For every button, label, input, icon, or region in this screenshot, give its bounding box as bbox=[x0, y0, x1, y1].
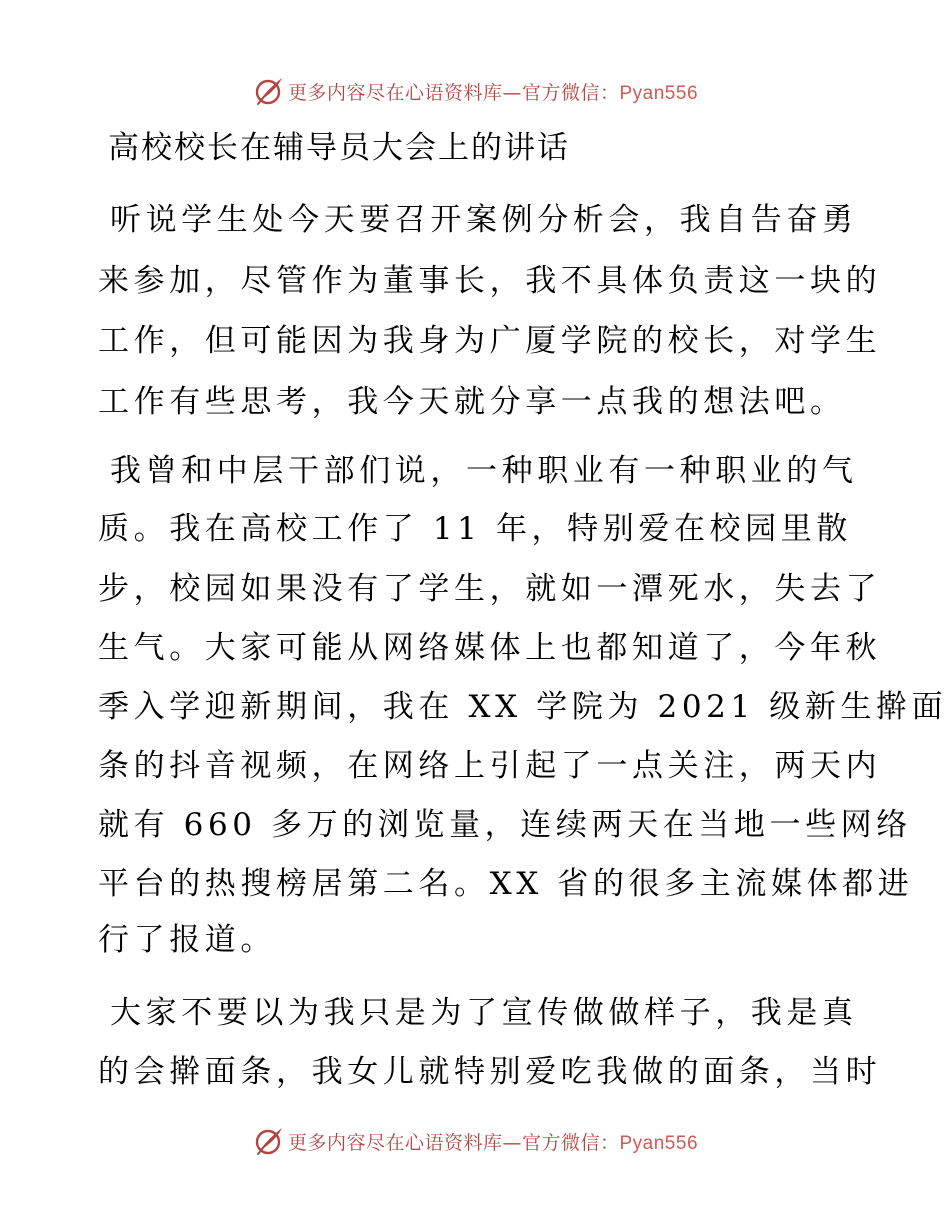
header-banner-text bbox=[288, 78, 698, 105]
paragraph-line: 的会擀面条，我女儿就特别爱吃我做的面条，当时 bbox=[98, 1054, 882, 1090]
footer-banner bbox=[0, 1121, 950, 1161]
paragraph-line: 质。我在高校工作了 11 年，特别爱在校园里散 bbox=[98, 511, 852, 547]
paragraph-line: 就有 660 多万的浏览量，连续两天在当地一些网络 bbox=[98, 807, 912, 843]
paragraph-line: 工作，但可能因为我身为广厦学院的校长，对学生 bbox=[98, 323, 882, 359]
footer-banner-label: 更多内容尽在心语资料库—官方微信： bbox=[287, 1131, 620, 1154]
paragraph-line: 大家不要以为我只是为了宣传做做样子，我是真 bbox=[110, 995, 858, 1031]
paragraph-line: 行了报道。 bbox=[98, 922, 276, 958]
paragraph-line: 生气。大家可能从网络媒体上也都知道了，今年秋 bbox=[98, 630, 882, 666]
paragraph-line: 条的抖音视频，在网络上引起了一点关注，两天内 bbox=[98, 748, 882, 784]
footer-banner-text bbox=[288, 1128, 698, 1155]
quill-logo-icon bbox=[252, 74, 286, 108]
document-title: 高校校长在辅导员大会上的讲话 bbox=[108, 130, 570, 166]
header-banner-handle: Pyan556 bbox=[619, 82, 699, 104]
header-banner-label: 更多内容尽在心语资料库—官方微信： bbox=[287, 81, 620, 104]
quill-logo-icon bbox=[252, 1124, 286, 1158]
paragraph-line: 步，校园如果没有了学生，就如一潭死水，失去了 bbox=[98, 571, 882, 607]
header-banner bbox=[0, 71, 950, 111]
paragraph-line: 季入学迎新期间，我在 XX 学院为 2021 级新生擀面 bbox=[98, 689, 948, 725]
paragraph-line: 平台的热搜榜居第二名。XX 省的很多主流媒体都进 bbox=[98, 866, 914, 902]
paragraph-line: 听说学生处今天要召开案例分析会，我自告奋勇 bbox=[110, 202, 858, 238]
footer-banner-handle: Pyan556 bbox=[619, 1132, 699, 1154]
paragraph-line: 我曾和中层干部们说，一种职业有一种职业的气 bbox=[110, 453, 858, 489]
paragraph-line: 来参加，尽管作为董事长，我不具体负责这一块的 bbox=[98, 263, 882, 299]
paragraph-line: 工作有些思考，我今天就分享一点我的想法吧。 bbox=[98, 384, 846, 420]
